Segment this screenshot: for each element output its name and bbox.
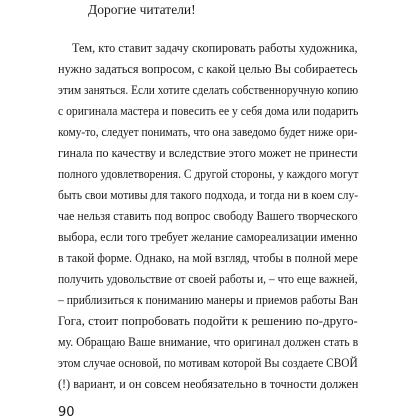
paragraph-line: кому-то, следует понимать, что она заведомо будет ниже ори-	[58, 125, 358, 139]
paragraph-line: гинала по качеству и вследствие этого может не принести	[58, 146, 358, 160]
paragraph-line: Тем, кто ставит задачу скопировать работы художника,	[72, 41, 358, 55]
paragraph-line: чае нельзя ставить под вопрос свободу Вашего творческого	[58, 209, 358, 223]
paragraph-line: полного удовлетворения. С другой стороны, у каждого могут	[58, 167, 359, 181]
page-number: 90	[58, 405, 75, 420]
paragraph-line: быть свои мотивы для такого подхода, и тогда ни в коем слу-	[58, 188, 359, 202]
paragraph-line: – приблизиться к пониманию манеры и приемов работы Ван	[58, 293, 358, 307]
paragraph-line: нужно задаться вопросом, с какой целью Вы собираетесь	[58, 62, 358, 76]
paragraph-line: в такой форме. Однако, на мой взгляд, чтобы в полной мере	[58, 251, 358, 265]
paragraph-line: этом случае основой, по мотивам которой Вы создаете СВОЙ	[58, 356, 358, 370]
paragraph-line: этим заняться. Если хотите сделать собственноручную копию	[58, 83, 359, 97]
paragraph-line: получить удовольствие от своей работы и, – что еще важней,	[58, 272, 358, 286]
paragraph-line: выбора, если того требует желание самореализации именно	[58, 230, 358, 244]
paragraph-line: (!) вариант, и он совсем необязательно в точности должен	[58, 377, 359, 391]
paragraph-line: с оригинала мастера и повесить ее у себя дома или подарить	[58, 104, 359, 118]
greeting-heading: Дорогие читатели!	[88, 2, 196, 17]
paragraph-line: Гога, стоит попробовать подойти к решению по-друго-	[58, 314, 358, 328]
paragraph-line: му. Обращаю Ваше внимание, что оригинал должен стать в	[58, 335, 359, 349]
